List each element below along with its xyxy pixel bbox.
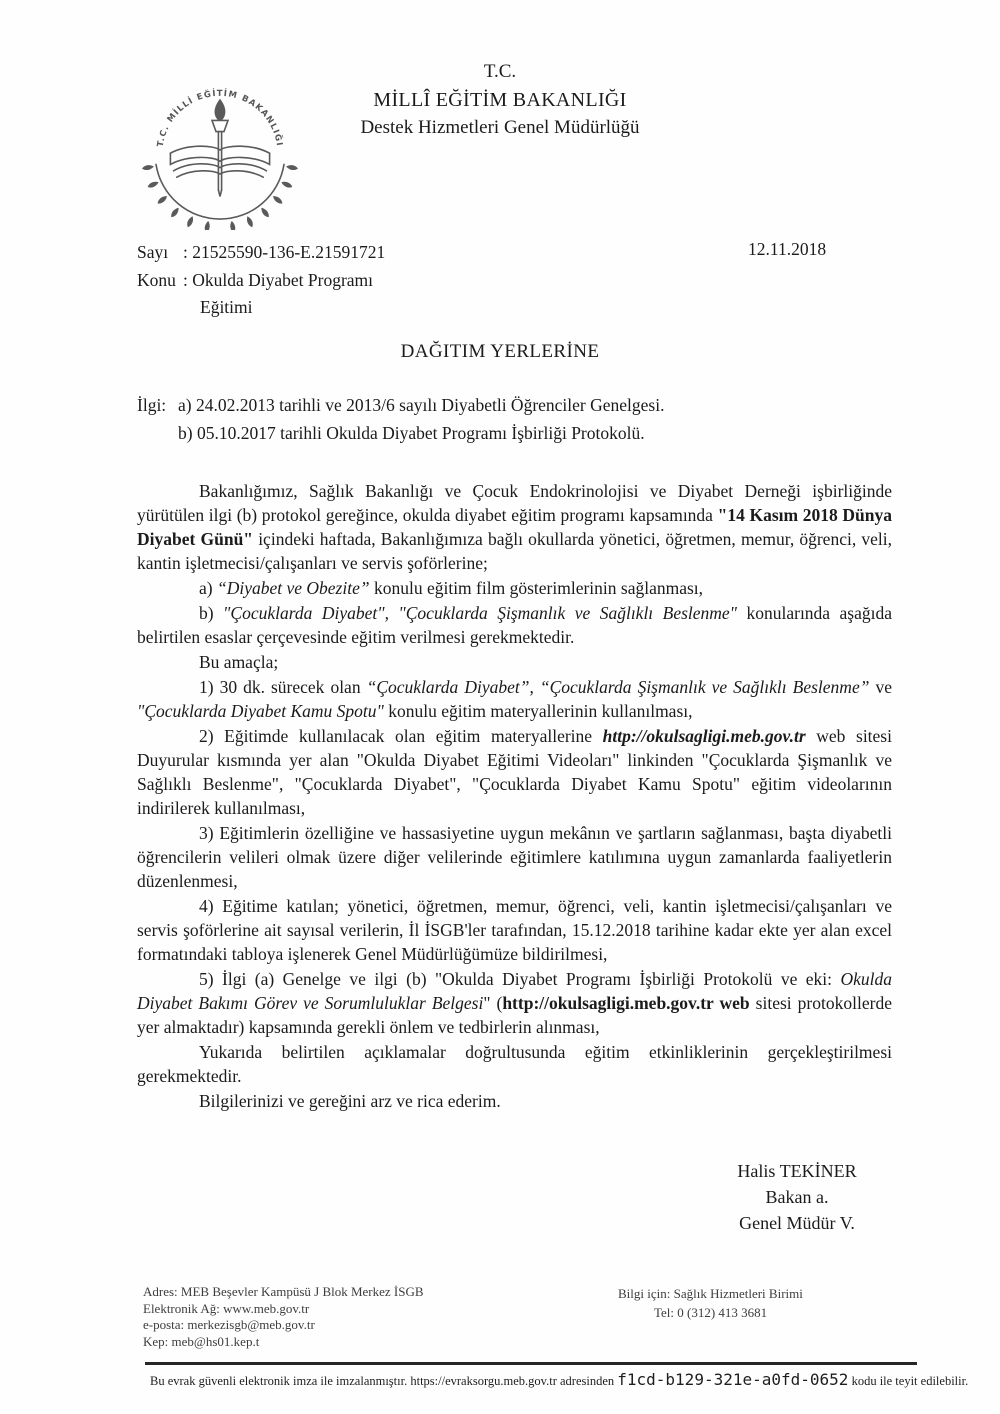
text-segment: sitesi protokollerde yer almaktadır) kapsamında gerekli önlem ve tedbirlerin alınması,: [137, 993, 892, 1037]
text-segment: Bu amaçla;: [199, 652, 279, 672]
reference-items: [178, 392, 664, 447]
text-segment: a): [199, 578, 217, 598]
text-segment: 2) Eğitimde kullanılacak olan eğitim materyallerine: [199, 726, 603, 746]
footer-email: e-posta: merkezisgb@meb.gov.tr: [143, 1317, 315, 1332]
letter-body: [137, 479, 892, 1114]
text-segment: Bilgilerinizi ve gereğini arz ve rica ederim.: [199, 1091, 501, 1111]
text-segment: b): [199, 603, 224, 623]
italic-text: “Diyabet ve Obezite”: [216, 578, 370, 598]
body-paragraph: [137, 821, 892, 893]
signature-block: [697, 1158, 897, 1236]
body-paragraph: [137, 601, 892, 649]
reference-block: [137, 392, 664, 447]
konu-value-line2: Eğitimi: [200, 297, 253, 317]
text-segment: Yukarıda belirtilen açıklamalar doğrultusunda eğitim etkinliklerinin gerçekleştirilmesi gerekmektedir.: [137, 1042, 892, 1086]
letterhead: [0, 58, 1000, 142]
italic-text: “Çocuklarda Diyabet”: [366, 677, 530, 697]
text-segment: 5) İlgi (a) Genelge ve ilgi (b) "Okulda Diyabet Programı İşbirliği Protokolü ve eki:: [199, 969, 841, 989]
text-segment: ve: [869, 677, 892, 697]
body-paragraph: [137, 479, 892, 575]
footer-phone: Tel: 0 (312) 413 3681: [654, 1305, 768, 1320]
letterhead-directorate: Destek Hizmetleri Genel Müdürlüğü: [360, 117, 640, 138]
text-segment: 4) Eğitime katılan; yönetici, öğretmen, memur, öğrenci, veli, kantin işletmecisi/çalışanları ve servis şoförlerine ait sayısal verilerin, İl İSGB'ler tarafından, 15.12.2018 tarihine kadar ekte yer alan excel formatındaki tabloya işlenerek Genel Müdürlüğümüze bildirilmesi,: [137, 896, 892, 964]
text-segment: konularında aşağıda belirtilen esaslar çerçevesinde eğitim verilmesi gerekmektedir.: [137, 603, 893, 647]
italic-text: Okulda Diyabet Bakımı Görev ve Sorumluluklar Belgesi: [137, 969, 892, 1013]
signature-title-1: Bakan a.: [765, 1187, 829, 1207]
text-segment: konulu eğitim film gösterimlerinin sağlanması,: [369, 578, 704, 598]
footer-web: Elektronik Ağ: www.meb.gov.tr: [143, 1300, 310, 1316]
text-segment: Bakanlığımız, Sağlık Bakanlığı ve Çocuk Endokrinolojisi ve Diyabet Derneği işbirliğinde yürütülen ilgi (b) protokol gereğince, okulda diyabet eğitim programı kapsamında: [137, 481, 892, 525]
verification-text-pre: Bu evrak güvenli elektronik imza ile imzalanmıştır. https://evraksorgu.meb.gov.tr adresinden: [150, 1374, 618, 1388]
body-paragraph: [137, 724, 892, 820]
footer-kep: Kep: meb@hs01.kep.t: [143, 1333, 260, 1349]
body-paragraph: [137, 650, 892, 674]
bold-text: http://okulsagligi.meb.gov.tr web: [502, 993, 750, 1013]
reference-item-b: b) 05.10.2017 tarihli Okulda Diyabet Programı İşbirliği Protokolü.: [178, 422, 645, 443]
footer-contact-block: [618, 1284, 803, 1322]
konu-label: Konu: [137, 269, 176, 290]
verification-text-post: kodu ile teyit edilebilir.: [848, 1374, 969, 1388]
reference-item-a: a) 24.02.2013 tarihli ve 2013/6 sayılı Diyabetli Öğrenciler Genelgesi.: [178, 395, 665, 415]
text-segment: " (: [483, 993, 503, 1013]
body-paragraph: [137, 576, 892, 600]
signature-title-2: Genel Müdür V.: [739, 1213, 855, 1233]
signature-name: Halis TEKİNER: [737, 1161, 857, 1181]
italic-text: "Çocuklarda Diyabet Kamu Spotu": [137, 701, 384, 721]
body-paragraph: [137, 1040, 892, 1088]
konu-row: [137, 267, 385, 295]
body-paragraph: [137, 894, 892, 966]
logo-arc-text: T.C. MİLLİ EĞİTİM BAKANLIĞI: [154, 87, 286, 148]
verification-code: f1cd-b129-321e-a0fd-0652: [617, 1370, 849, 1389]
sayi-row: [137, 239, 385, 267]
konu-value: : Okulda Diyabet Programı: [183, 269, 374, 290]
footer-address: Adres: MEB Beşevler Kampüsü J Blok Merkez İSGB: [143, 1284, 424, 1299]
bold-text: "14 Kasım 2018 Dünya Diyabet Günü": [137, 505, 892, 549]
letterhead-ministry: MİLLÎ EĞİTİM BAKANLIĞI: [373, 89, 627, 111]
text-segment: 3) Eğitimlerin özelliğine ve hassasiyetine uygun mekânın ve şartların sağlanması, başta diyabetli öğrencilerin velileri olmak üzere diğer velilerinde eğitimlere katılımına uygun zamanlarda faaliyetlerin düzenlenmesi,: [137, 823, 892, 891]
italic-text: “Çocuklarda Şişmanlık ve Sağlıklı Beslenme”: [539, 677, 870, 697]
italic-text: "Çocuklarda Diyabet", "Çocuklarda Şişmanlık ve Sağlıklı Beslenme": [223, 603, 738, 623]
text-segment: içindeki haftada, Bakanlığımıza bağlı okullarda yönetici, öğretmen, memur, öğrenci, veli, kantin işletmecisi/çalışanları ve servis şoförlerine;: [137, 529, 892, 573]
footer-info-contact: Bilgi için: Sağlık Hizmetleri Birimi: [618, 1286, 803, 1301]
bold-italic-text: http://okulsagligi.meb.gov.tr: [602, 726, 806, 746]
reference-label: İlgi:: [137, 395, 167, 415]
recipient-line: DAĞITIM YERLERİNE: [400, 341, 600, 362]
body-paragraph: [137, 967, 892, 1039]
letterhead-tc: T.C.: [483, 61, 517, 82]
verification-line: [150, 1370, 970, 1390]
text-segment: ,: [529, 677, 540, 697]
body-paragraph: [137, 675, 892, 723]
sayi-label: Sayı: [137, 242, 169, 262]
text-segment: web sitesi Duyurular kısmında yer alan "Okulda Diyabet Eğitimi Videoları" linkinden "Çocuklarda Şişmanlık ve Sağlıklı Beslenme", "Çocuklarda Diyabet", "Çocuklarda Diyabet Kamu Spotu" eğitim videolarının indirilerek kullanılması,: [137, 726, 892, 818]
text-segment: konulu eğitim materyallerinin kullanılması,: [383, 701, 693, 721]
document-date: 12.11.2018: [748, 239, 827, 259]
footer-address-block: [143, 1284, 424, 1350]
sayi-value: : 21525590-136-E.21591721: [183, 242, 386, 262]
body-paragraph: [137, 1089, 892, 1113]
open-book: [170, 146, 269, 177]
text-segment: 1) 30 dk. sürecek olan: [199, 677, 367, 697]
footer-divider: [145, 1362, 917, 1365]
document-meta: [137, 239, 385, 322]
